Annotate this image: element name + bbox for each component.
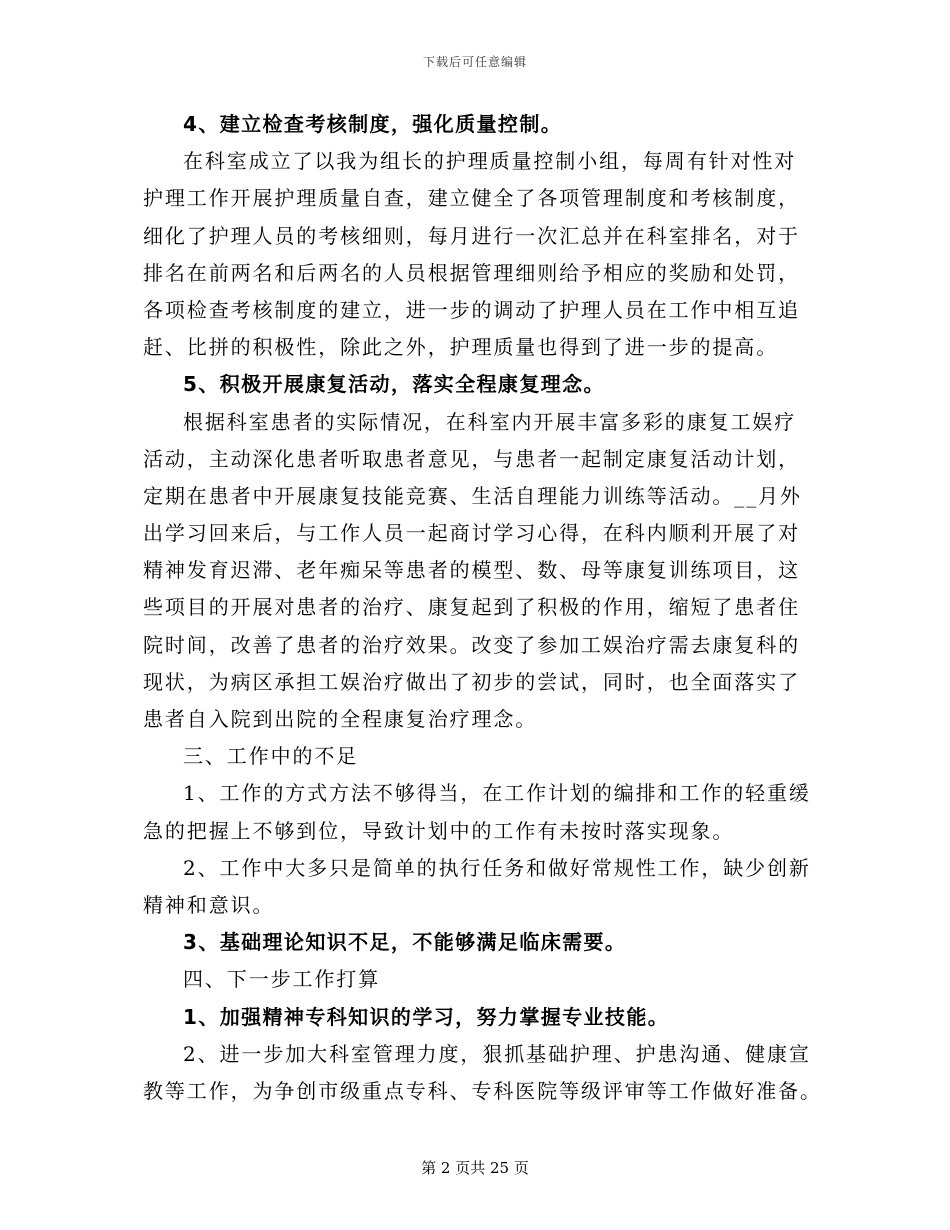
section-heading-line: 3、基础理论知识不足，不能够满足临床需要。 — [183, 930, 627, 955]
paragraph-line: 出学习回来后，与工作人员一起商讨学习心得，在科内顺利开展了对 — [143, 521, 800, 546]
document-body — [143, 106, 822, 1110]
paragraph-line: 赶、比拼的积极性，除此之外，护理质量也得到了进一步的提高。 — [143, 335, 779, 360]
paragraph-line: 各项检查考核制度的建立，进一步的调动了护理人员在工作中相互追 — [143, 297, 800, 322]
paragraph-line: 现状，为病区承担工娱治疗做出了初步的尝试，同时，也全面落实了 — [143, 669, 800, 694]
paragraph-line: 些项目的开展对患者的治疗、康复起到了积极的作用，缩短了患者住 — [143, 595, 800, 620]
section-heading-line: 1、加强精神专科知识的学习，努力掌握专业技能。 — [183, 1004, 670, 1029]
paragraph-line: 2、工作中大多只是简单的执行任务和做好常规性工作，缺少创新 — [183, 855, 811, 880]
paragraph-line: 定期在患者中开展康复技能竞赛、生活自理能力训练等活动。__月外 — [143, 483, 802, 508]
paragraph-line: 细化了护理人员的考核细则，每月进行一次汇总并在科室排名，对于 — [143, 223, 800, 248]
page-header: 下载后可任意编辑 — [422, 55, 527, 69]
paragraph-line: 患者自入院到出院的全程康复治疗理念。 — [143, 707, 538, 731]
paragraph-line: 院时间，改善了患者的治疗效果。改变了参加工娱治疗需去康复科的 — [143, 632, 800, 657]
paragraph-line: 2、进一步加大科室管理力度，狠抓基础护理、护患沟通、健康宣 — [183, 1041, 811, 1066]
page-number: 第 2 页共 25 页 — [421, 1159, 529, 1177]
paragraph-line: 精神和意识。 — [143, 892, 275, 917]
paragraph-line: 活动，主动深化患者听取患者意见，与患者一起制定康复活动计划， — [143, 446, 800, 471]
paragraph-line: 1、工作的方式方法不够得当，在工作计划的编排和工作的轻重缓 — [183, 781, 811, 806]
section-heading-line: 4、建立检查考核制度，强化质量控制。 — [183, 112, 563, 136]
paragraph-line: 精神发育迟滞、老年痴呆等患者的模型、数、母等康复训练项目，这 — [143, 558, 800, 583]
paragraph-line: 护理工作开展护理质量自查，建立健全了各项管理制度和考核制度， — [143, 186, 800, 211]
paragraph-line: 急的把握上不够到位，导致计划中的工作有未按时落实现象。 — [143, 818, 735, 843]
paragraph-line: 四、下一步工作打算 — [183, 967, 381, 992]
paragraph-line: 根据科室患者的实际情况，在科室内开展丰富多彩的康复工娱疗 — [183, 409, 797, 434]
paragraph-line: 三、工作中的不足 — [183, 744, 359, 769]
section-heading-line: 5、积极开展康复活动，落实全程康复理念。 — [183, 372, 605, 397]
paragraph-line: 教等工作，为争创市级重点专科、专科医院等级评审等工作做好准备。 — [143, 1078, 822, 1103]
paragraph-line: 排名在前两名和后两名的人员根据管理细则给予相应的奖励和处罚， — [143, 260, 800, 285]
paragraph-line: 在科室成立了以我为组长的护理质量控制小组，每周有针对性对 — [183, 149, 797, 174]
